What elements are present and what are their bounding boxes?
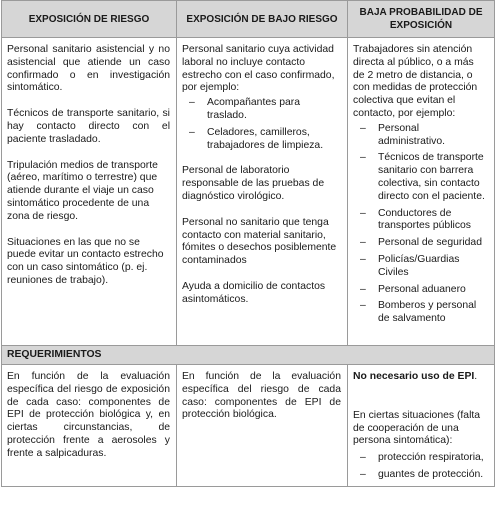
col3-paragraph: Trabajadores sin atención directa al público, o a más de 2 metro de distancia, o con medidas de protección colectiva que evitan el contacto, por ejemplo: [353,44,478,119]
req-col3-list [353,452,488,482]
col1-cell [2,38,177,346]
req-col3-bold-tail: . [474,371,478,382]
list-item: – Conductores de transportes públicos [353,208,488,234]
req-col2-text: En función de la evaluación específica del riesgo de cada caso: componentes de EPI de protección biológica. [182,371,341,421]
col2-paragraph: Personal de laboratorio responsable de las pruebas de diagnóstico virológico. [182,165,325,202]
header-bajo-riesgo: EXPOSICIÓN DE BAJO RIESGO [177,1,348,38]
req-col1-text: En función de la evaluación específica del riesgo de exposición de cada caso: componentes de EPI de protección biológica y, en ciertas circunstancias, de protección frente a aerosoles y frente a salpicaduras. [7,371,170,459]
list-item: – Técnicos de transporte sanitario con barrera colectiva, sin contacto directo con el paciente. [353,152,488,203]
req-col1-cell [2,365,177,487]
list-item: – guantes de protección. [353,469,488,482]
req-col3-cell [348,365,495,487]
list-item: – Acompañantes para traslado. [182,97,341,123]
list-item: – Celadores, camilleros, trabajadores de limpieza. [182,127,341,153]
header-row [2,1,495,38]
col3-cell [348,38,495,346]
col2-paragraph: Personal no sanitario que tenga contacto con material sanitario, fómites o desechos posiblemente contaminados [182,216,337,267]
req-col3-text: En ciertas situaciones (falta de cooperación de una persona sintomática): [353,409,481,447]
list-item: – Bomberos y personal de salvamento [353,300,488,326]
col2-paragraph: Personal sanitario cuya actividad laboral no incluye contacto estrecho con el caso confirmado, por ejemplo: [182,44,335,94]
col2-cell [177,38,348,346]
header-exposicion-riesgo: EXPOSICIÓN DE RIESGO [2,1,177,38]
req-col3-bold-text: No necesario uso de EPI [353,371,475,382]
requirements-row [2,365,495,487]
list-item: – Policías/Guardias Civiles [353,254,488,280]
risk-exposure-table [1,0,495,487]
col2-list [182,97,341,152]
col1-paragraph: Situaciones en las que no se puede evitar un contacto estrecho con un caso sintomático (p. ej. reuniones de trabajo). [7,236,164,286]
list-item: – protección respiratoria, [353,452,488,465]
col3-list [353,123,488,326]
col1-paragraph: Técnicos de transporte sanitario, si hay contacto directo con el paciente trasladado. [7,108,170,145]
header-baja-probabilidad: BAJA PROBABILIDAD DE EXPOSICIÓN [348,1,495,38]
list-item: – Personal aduanero [353,284,488,297]
section-row [2,346,495,365]
col1-paragraph: Personal sanitario asistencial y no asistencial que atiende un caso confirmado o en investigación sintomático. [7,44,170,94]
section-title: REQUERIMIENTOS [2,346,495,365]
exposure-row [2,38,495,346]
req-col3-heading [353,371,488,384]
col1-paragraph: Tripulación medios de transporte (aéreo, marítimo o terrestre) que atiende durante el viaje un caso sintomático procedente de una zona de riesgo. [7,159,158,222]
list-item: – Personal administrativo. [353,123,488,149]
req-col2-cell [177,365,348,487]
list-item: – Personal de seguridad [353,237,488,250]
col2-paragraph: Ayuda a domicilio de contactos asintomáticos. [182,280,326,305]
